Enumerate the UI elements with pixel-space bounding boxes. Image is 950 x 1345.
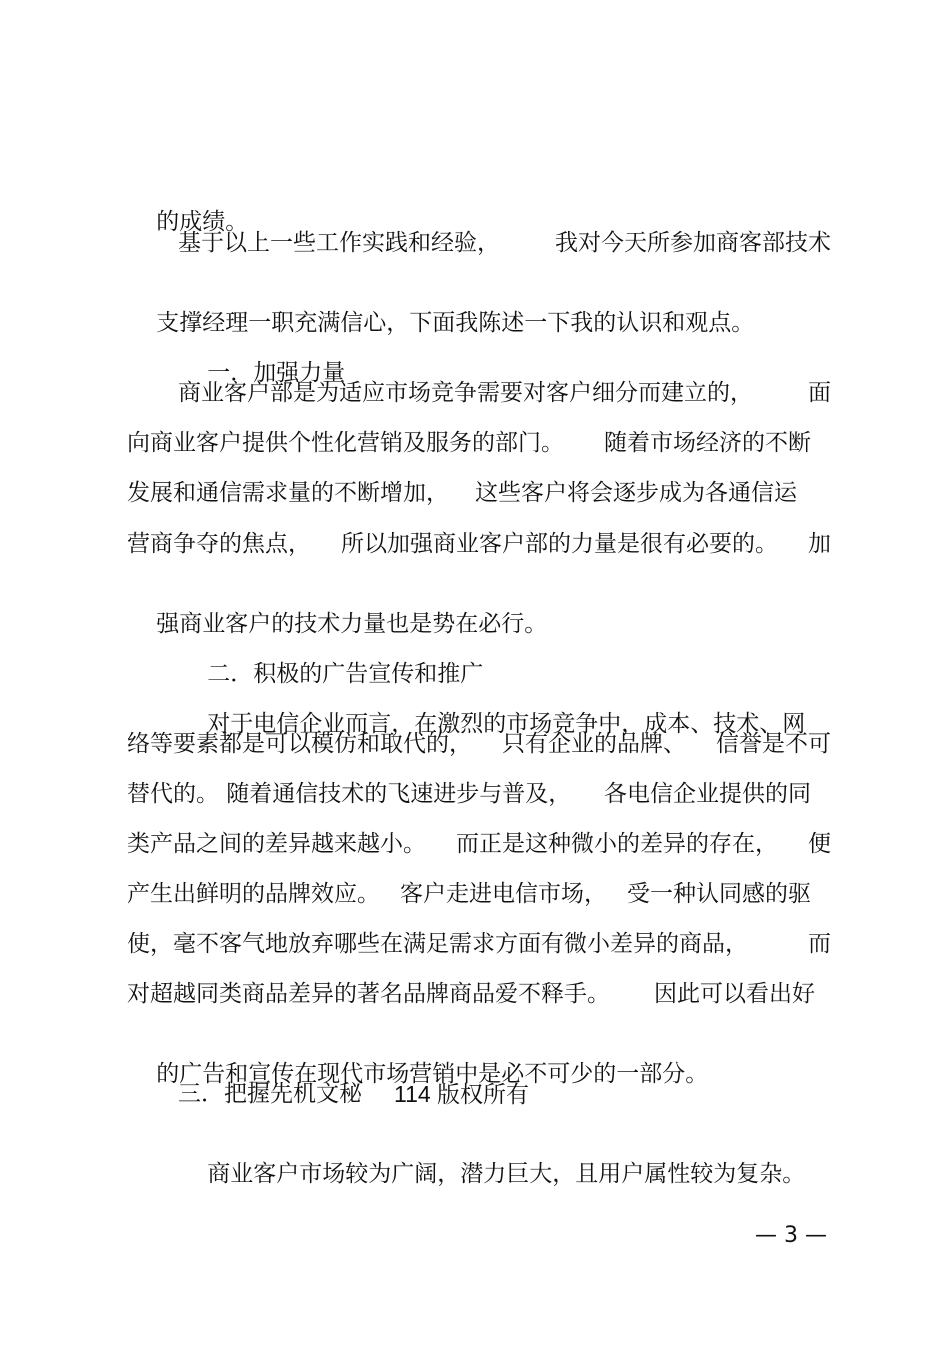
text-line: 强商业客户的技术力量也是势在必行。 (156, 611, 548, 637)
paragraph-line (127, 729, 831, 759)
text-segment: 商业客户部是为适应市场竞争需要对客户细分而建立的， (178, 380, 753, 406)
text-segment: 客户走进电信市场， (400, 881, 607, 907)
paragraph-line (178, 228, 831, 258)
text-segment: 发展和通信需求量的不断增加， (127, 480, 449, 506)
text-segment: 随着市场经济的不断 (604, 430, 811, 456)
text-segment: 所以加强商业客户部的力量是很有必要的。 (341, 531, 778, 557)
text-segment: 而正是这种微小的差异的存在， (456, 831, 778, 857)
text-segment: 基于以上一些工作实践和经验， (178, 230, 500, 256)
heading-text: 三．把握先机文秘 (178, 1081, 362, 1107)
paragraph-line (127, 428, 811, 458)
text-segment: 使，毫不客气地放弃哪些在满足需求方面有微小差异的商品， (127, 931, 748, 957)
paragraph-line (127, 779, 811, 809)
text-line: 支撑经理一职充满信心，下面我陈述一下我的认识和观点。 (156, 310, 755, 336)
paragraph-continuation (127, 177, 249, 235)
paragraph-line (178, 1129, 806, 1187)
text-segment: 替代的。 随着通信技术的飞速进步与普及， (127, 781, 572, 807)
text-segment: 类产品之间的差异越来越小。 (127, 831, 426, 857)
text-segment: 我对今天所参加商客部技术 (555, 230, 831, 256)
text-segment: 各电信企业提供的同 (604, 781, 811, 807)
text-segment: 便 (808, 831, 831, 857)
text-segment: 而 (808, 931, 831, 957)
text-segment: 信誉是不可 (716, 731, 831, 757)
paragraph-line (127, 879, 811, 909)
text-segment: 因此可以看出好 (654, 981, 815, 1007)
section-heading-3 (178, 1079, 529, 1109)
page-number: — 3 — (755, 1223, 827, 1248)
text-segment: 产生出鲜明的品牌效应。 (127, 881, 380, 907)
paragraph-line (178, 679, 806, 737)
heading-text: 二．积极的广告宣传和推广 (207, 661, 484, 687)
heading-text: 一．加强力量 (207, 360, 346, 386)
text-segment: 络等要素都是可以模仿和取代的， (127, 731, 472, 757)
text-segment: 向商业客户提供个性化营销及服务的部门。 (127, 430, 564, 456)
paragraph-line (127, 829, 831, 859)
heading-text-suffix: 114 版权所有 (394, 1081, 530, 1107)
paragraph-line (127, 979, 815, 1009)
text-segment: 对超越同类商品差异的著名品牌商品爱不释手。 (127, 981, 610, 1007)
section-heading-1 (178, 328, 346, 386)
text-segment: 只有企业的品牌、 (502, 731, 686, 757)
paragraph-line (127, 1029, 709, 1087)
text-segment: 受一种认同感的驱 (627, 881, 811, 907)
text-line: 的成绩。 (156, 209, 249, 235)
text-line: 商业客户市场较为广阔，潜力巨大，且用户属性较为复杂。 (207, 1161, 806, 1187)
text-segment: 加 (808, 531, 831, 557)
paragraph-line (127, 929, 831, 959)
text-segment: 这些客户将会逐步成为各通信运 (475, 480, 797, 506)
paragraph-line (127, 478, 797, 508)
text-segment: 面 (808, 380, 831, 406)
section-heading-2 (178, 629, 484, 687)
paragraph-line (127, 529, 831, 559)
paragraph-line (127, 579, 548, 637)
text-segment: 营商争夺的焦点， (127, 531, 311, 557)
text-line: 对于电信企业而言，在激烈的市场竞争中，成本、技术、网 (207, 711, 806, 737)
text-line: 的广告和宣传在现代市场营销中是必不可少的一部分。 (156, 1061, 709, 1087)
paragraph-line (178, 378, 831, 408)
paragraph-line (127, 278, 755, 336)
